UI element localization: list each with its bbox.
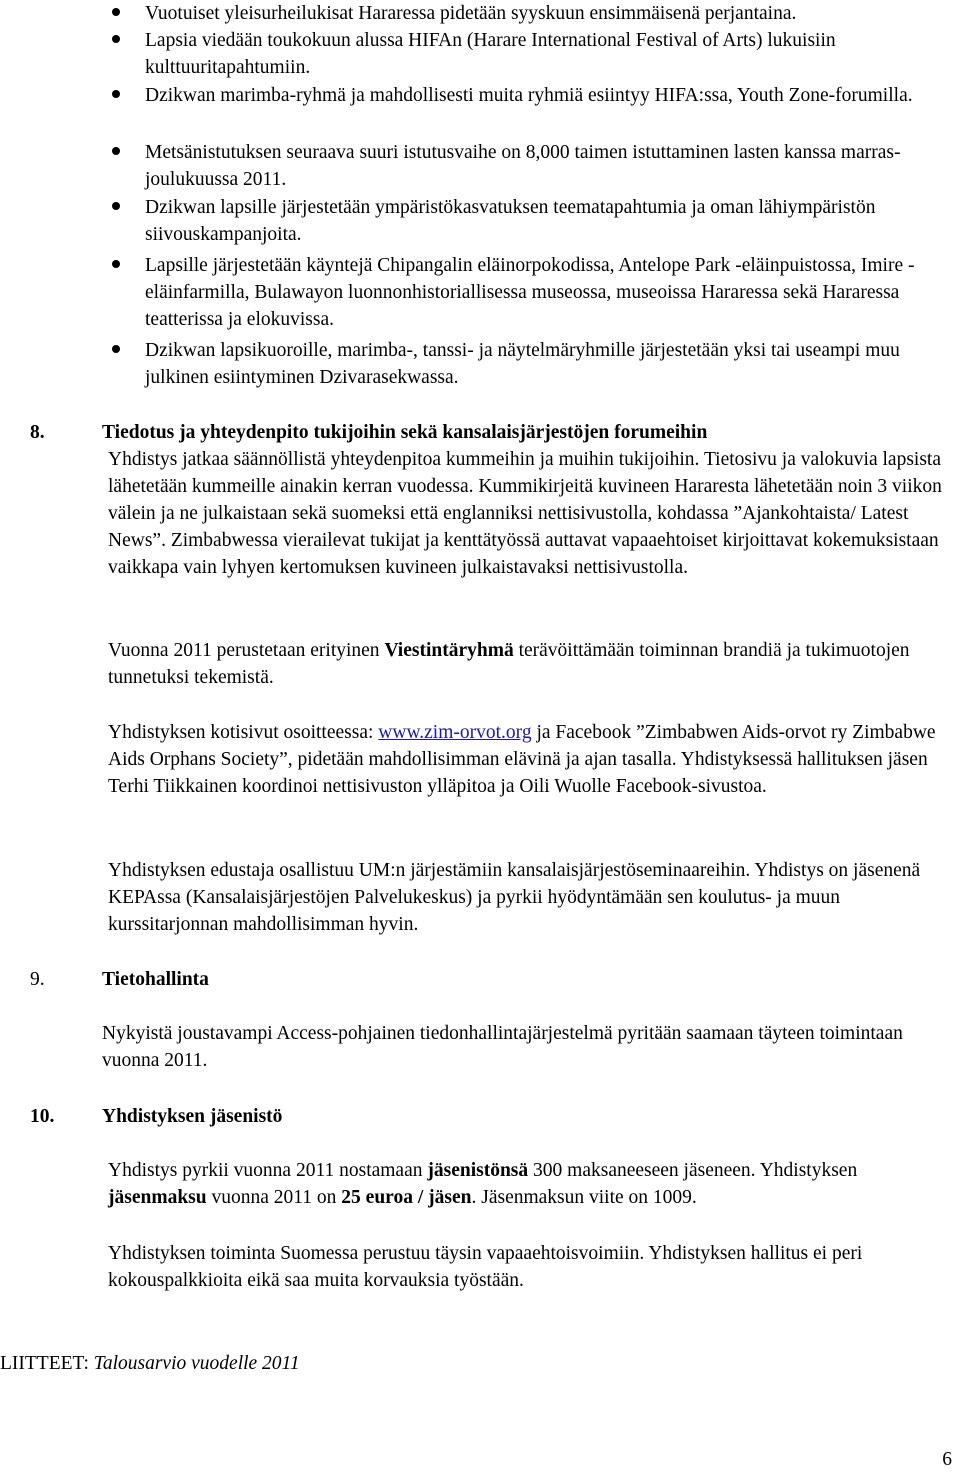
section-10-title: Yhdistyksen jäsenistö bbox=[102, 1106, 283, 1127]
section-10-paragraph-1: Yhdistys pyrkii vuonna 2011 nostamaan jäsenistönsä 300 maksaneeseen jäseneen. Yhdistyksen jäsenmaksu vuonna 2011 on 25 euroa / jäsen. Jäsenmaksun viite on 1009. bbox=[108, 1160, 858, 1208]
section-8-paragraph-3: Yhdistyksen kotisivut osoitteessa: www.zim-orvot.org ja Facebook ”Zimbabwen Aids-orvot ry Zimbabwe Aids Orphans Society”, pidetään mahdollisimman elävinä ja ajan tasalla. Yhdistyksessä hallituksen jäsen Terhi Tiikkainen koordinoi nettisivuston ylläpitoa ja Oili Wuolle Facebook-sivustoa. bbox=[108, 722, 936, 797]
section-9-number: 9. bbox=[30, 969, 45, 990]
bullet-dot-icon bbox=[112, 260, 120, 268]
page-number: 6 bbox=[942, 1449, 952, 1470]
section-8-paragraph-2: Vuonna 2011 perustetaan erityinen Viestintäryhmä terävöittämään toiminnan brandiä ja tukimuotojen tunnetuksi tekemistä. bbox=[108, 640, 910, 688]
bullet-item: Dzikwan marimba-ryhmä ja mahdollisesti muita ryhmiä esiintyy HIFA:ssa, Youth Zone-forumilla. bbox=[145, 82, 945, 109]
bullet-item: Lapsia viedään toukokuun alussa HIFAn (Harare International Festival of Arts) lukuisiin kulttuuritapahtumiin. bbox=[145, 27, 945, 81]
bullet-dot-icon bbox=[112, 90, 120, 98]
bullet-dot-icon bbox=[112, 147, 120, 155]
bullet-item: Metsänistutuksen seuraava suuri istutusvaihe on 8,000 taimen istuttaminen lasten kanssa marras-joulukuussa 2011. bbox=[145, 139, 945, 193]
section-8-paragraph-4: Yhdistyksen edustaja osallistuu UM:n järjestämiin kansalaisjärjestöseminaareihin. Yhdistys on jäsenenä KEPAssa (Kansalaisjärjestöjen Palvelukeskus) ja pyrkii hyödyntämään sen koulutus- ja muun kurssitarjonnan mahdollisimman hyvin. bbox=[108, 860, 921, 935]
section-8-number: 8. bbox=[30, 422, 45, 443]
bullet-item: Lapsille järjestetään käyntejä Chipangalin eläinorpokodissa, Antelope Park -eläinpuistossa, Imire -eläinfarmilla, Bulawayon luonnonhistoriallisessa museossa, museoissa Hararessa sekä Hararessa teatterissa ja elokuvissa. bbox=[145, 252, 945, 333]
bullet-dot-icon bbox=[112, 8, 120, 16]
bullet-dot-icon bbox=[112, 345, 120, 353]
appendix-line: LIITTEET: Talousarvio vuodelle 2011 bbox=[0, 1353, 300, 1374]
bullet-dot-icon bbox=[112, 202, 120, 210]
bullet-item: Dzikwan lapsille järjestetään ympäristökasvatuksen teematapahtumia ja oman lähiympäristön siivouskampanjoita. bbox=[145, 194, 945, 248]
section-9-title: Tietohallinta bbox=[102, 969, 209, 990]
section-10-number: 10. bbox=[30, 1106, 55, 1127]
section-8-title: Tiedotus ja yhteydenpito tukijoihin sekä kansalaisjärjestöjen forumeihin bbox=[102, 422, 708, 443]
bullet-item: Vuotuiset yleisurheilukisat Hararessa pidetään syyskuun ensimmäisenä perjantaina. bbox=[145, 0, 945, 27]
website-link[interactable]: www.zim-orvot.org bbox=[378, 722, 532, 743]
bullet-dot-icon bbox=[112, 35, 120, 43]
section-8-paragraph-1: Yhdistys jatkaa säännöllistä yhteydenpitoa kummeihin ja muihin tukijoihin. Tietosivu ja valokuvia lapsista lähetetään kummeille ainakin kerran vuodessa. Kummikirjeitä kuvineen Hararesta lähetetään noin 3 viikon välein ja ne julkaistaan sekä suomeksi että englanniksi nettisivustolla, kohdassa ”Ajankohtaista/ Latest News”. Zimbabwessa vierailevat tukijat ja kenttätyössä auttavat vapaaehtoiset kirjoittavat kokemuksistaan vaikkapa vain lyhyen kertomuksen kuvineen julkaistavaksi nettisivustolla. bbox=[108, 449, 942, 578]
section-9-paragraph-1: Nykyistä joustavampi Access-pohjainen tiedonhallintajärjestelmä pyritään saamaan täyteen toimintaan vuonna 2011. bbox=[102, 1023, 903, 1071]
bullet-item: Dzikwan lapsikuoroille, marimba-, tanssi- ja näytelmäryhmille järjestetään yksi tai useampi muu julkinen esiintyminen Dzivarasekwassa. bbox=[145, 337, 945, 391]
section-10-paragraph-2: Yhdistyksen toiminta Suomessa perustuu täysin vapaaehtoisvoimiin. Yhdistyksen hallitus ei peri kokouspalkkioita eikä saa muita korvauksia työstään. bbox=[108, 1243, 863, 1291]
